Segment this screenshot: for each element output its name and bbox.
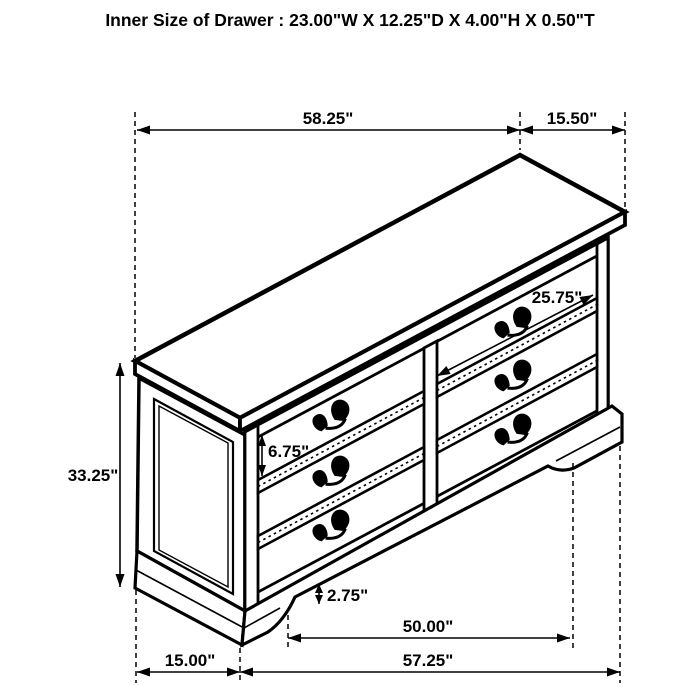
dim-height-label: 33.25": [67, 466, 119, 485]
arrow-left-icon: [520, 126, 533, 135]
dim-base-depth-label: 15.00": [164, 651, 216, 670]
arrow-right-icon: [612, 126, 625, 135]
arrow-left-icon: [137, 126, 150, 135]
arrow-right-icon: [227, 668, 240, 677]
dim-diagonal-label: 25.75": [531, 288, 583, 307]
dim-bottom: [137, 651, 620, 677]
dim-top-depth-label: 15.50": [546, 109, 598, 128]
dim-top-width-label: 58.25": [302, 109, 354, 128]
right-stile: [597, 238, 608, 415]
arrow-right-icon: [557, 634, 570, 643]
dim-height: [68, 363, 125, 587]
dim-top: [137, 109, 625, 135]
arrow-down-icon: [116, 574, 125, 587]
dim-clearance: [315, 584, 368, 605]
dim-base-width-label: 57.25": [402, 651, 454, 670]
dim-clearance-label: 2.75": [327, 586, 369, 605]
left-stile: [245, 425, 258, 611]
arrow-right-icon: [607, 668, 620, 677]
dim-drawer-height-label: 6.75": [268, 442, 310, 461]
arrow-down-icon: [315, 595, 323, 604]
dim-toe-width: [288, 617, 570, 643]
arrow-up-icon: [116, 363, 125, 376]
arrow-right-icon: [507, 126, 520, 135]
center-divider: [424, 341, 437, 515]
dresser-drawing: [135, 155, 625, 645]
dim-toe-width-label: 50.00": [402, 617, 454, 636]
arrow-left-icon: [137, 668, 150, 677]
arrow-left-icon: [240, 668, 253, 677]
arrow-left-icon: [288, 634, 301, 643]
diagram-title: Inner Size of Drawer : 23.00"W X 12.25"D X 4.00"H X 0.50"T: [105, 10, 595, 30]
